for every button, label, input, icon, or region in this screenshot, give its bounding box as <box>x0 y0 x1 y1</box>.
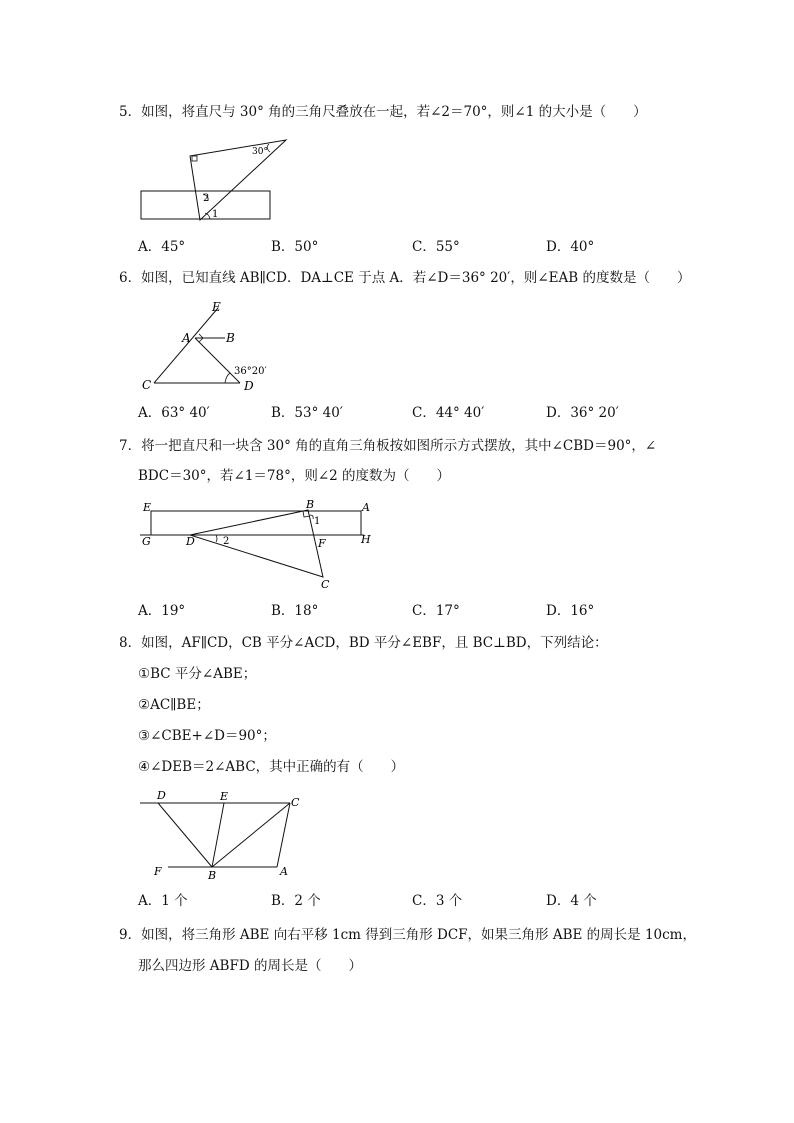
question-7-option-d[interactable]: D．16° <box>546 603 595 619</box>
label-c: C <box>321 578 330 591</box>
label-d: D <box>244 379 254 393</box>
label-a: A <box>362 501 370 514</box>
question-5-figure <box>138 134 298 224</box>
label-f: F <box>154 865 162 878</box>
question-5-option-b[interactable]: B．50° <box>271 239 319 255</box>
question-8-conclusion-1: ①BC 平分∠ABE； <box>138 666 257 682</box>
label-e: E <box>220 790 229 803</box>
question-8-figure <box>140 787 310 883</box>
ruler <box>151 511 361 535</box>
question-6-option-c[interactable]: C．44° 40′ <box>412 405 485 421</box>
question-8-option-d[interactable]: D．4 个 <box>546 893 597 909</box>
question-8-stem <box>119 633 608 653</box>
question-9-text: 如图，将三角形 ABE 向右平移 1cm 得到三角形 DCF，如果三角形 ABE 的周长是 10cm， <box>141 927 696 943</box>
angle-1-arc <box>205 213 210 219</box>
question-7-number: 7． <box>119 438 142 454</box>
question-8-conclusion-2: ②AC∥BE； <box>138 697 210 713</box>
question-9-stem <box>119 925 696 945</box>
angle-d-arc <box>225 373 230 383</box>
question-8-option-c[interactable]: C．3 个 <box>412 893 463 909</box>
set-square <box>190 140 286 220</box>
question-5-text: 如图，将直尺与 30° 角的三角尺叠放在一起，若∠2＝70°，则∠1 的大小是（ ） <box>141 104 647 120</box>
question-7-option-b[interactable]: B．18° <box>271 603 319 619</box>
label-e: E <box>212 300 221 314</box>
label-a: A <box>280 865 288 878</box>
label-c: C <box>291 796 300 809</box>
question-6-text: 如图，已知直线 AB∥CD．DA⊥CE 于点 A．若∠D＝36° 20′，则∠EAB 的度数是（ ） <box>141 270 691 286</box>
label-b: B <box>208 869 217 882</box>
question-5-option-a[interactable]: A．45° <box>138 239 186 255</box>
question-7-figure <box>140 497 380 591</box>
label-e: E <box>143 501 152 514</box>
label-angle-1: 1 <box>314 516 321 527</box>
question-6-stem <box>119 268 690 288</box>
label-30-degree: 30° <box>252 147 268 157</box>
question-8-text: 如图，AF∥CD，CB 平分∠ACD，BD 平分∠EBF，且 BC⊥BD，下列结论： <box>141 635 608 651</box>
angle-2-arc <box>216 535 217 542</box>
label-b: B <box>306 498 315 511</box>
question-7-text-line-2: BDC＝30°，若∠1＝78°，则∠2 的度数为（ ） <box>138 468 451 484</box>
question-5-option-d[interactable]: D．40° <box>546 239 595 255</box>
question-6-option-b[interactable]: B．53° 40′ <box>271 405 343 421</box>
label-h: H <box>361 533 371 546</box>
label-angle-2: 2 <box>203 193 210 204</box>
question-7-option-a[interactable]: A．19° <box>138 603 186 619</box>
label-f: F <box>318 537 326 550</box>
question-6-figure <box>140 298 280 394</box>
question-8-option-b[interactable]: B．2 个 <box>271 893 321 909</box>
question-7-option-c[interactable]: C．17° <box>412 603 460 619</box>
question-8-option-a[interactable]: A．1 个 <box>138 893 188 909</box>
label-c: C <box>142 378 152 392</box>
label-d: D <box>157 789 166 802</box>
question-7-stem <box>119 436 656 456</box>
label-g: G <box>142 535 151 548</box>
question-8-conclusion-4: ④∠DEB＝2∠ABC，其中正确的有（ ） <box>138 759 405 775</box>
set-square <box>190 510 323 577</box>
question-6-number: 6． <box>119 270 142 286</box>
question-5-option-c[interactable]: C．55° <box>412 239 460 255</box>
label-angle-d: 36°20′ <box>234 366 267 377</box>
angle-1-arc <box>310 515 313 519</box>
question-8-conclusion-3: ③∠CBE+∠D＝90°； <box>138 728 276 744</box>
segment-bc <box>212 803 290 867</box>
question-9-text-line-2: 那么四边形 ABFD 的周长是（ ） <box>138 958 362 974</box>
question-5-number: 5． <box>119 104 142 120</box>
label-angle-1: 1 <box>212 209 219 220</box>
label-a: A <box>182 331 191 345</box>
segment-be <box>212 803 224 867</box>
question-6-option-a[interactable]: A．63° 40′ <box>138 405 210 421</box>
label-d: D <box>186 535 195 548</box>
question-5-stem <box>119 102 647 122</box>
segment-bd <box>158 803 212 867</box>
right-angle-mark <box>192 156 197 161</box>
line-ce <box>154 308 218 383</box>
question-8-number: 8． <box>119 635 142 651</box>
question-9-number: 9． <box>119 927 142 943</box>
label-b: B <box>226 331 235 345</box>
question-7-text: 将一把直尺和一块含 30° 角的直角三角板按如图所示方式摆放，其中∠CBD＝90°，∠ <box>141 438 657 454</box>
label-angle-2: 2 <box>223 536 230 547</box>
question-6-option-d[interactable]: D．36° 20′ <box>546 405 619 421</box>
